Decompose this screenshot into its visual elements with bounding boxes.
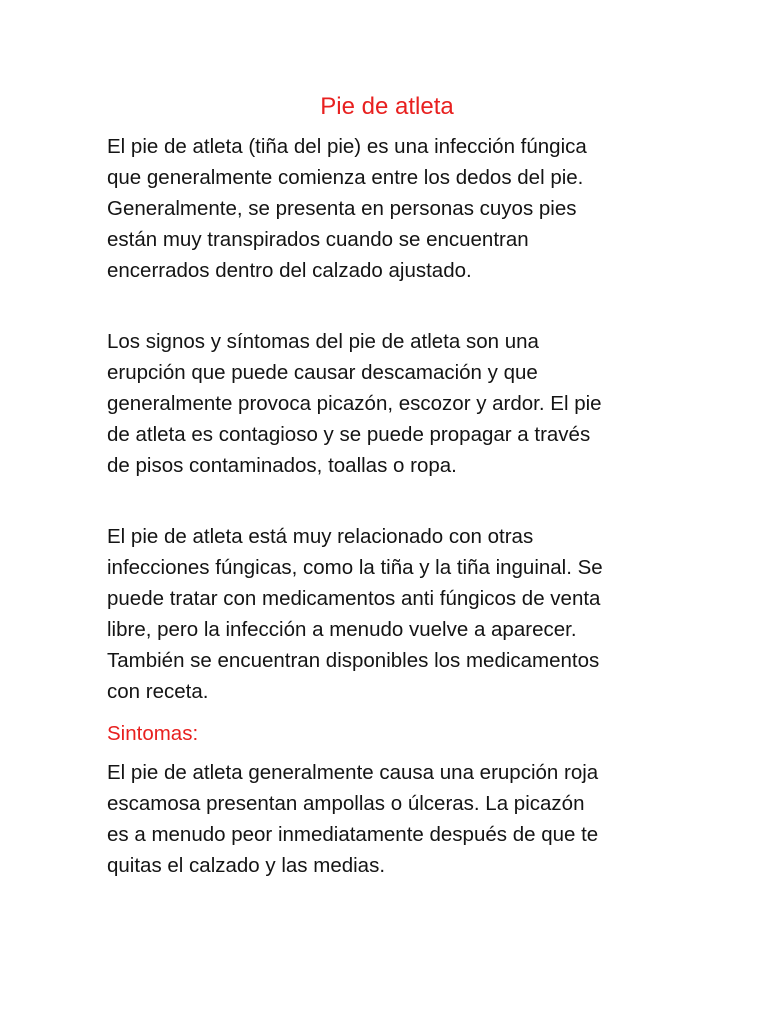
page-title: Pie de atleta — [320, 93, 454, 120]
paragraph-signs: Los signos y síntomas del pie de atleta son una erupción que puede causar descamación y que generalmente provoca picazón, escozor y ardor. El pie de atleta es contagioso y se puede propagar a través de pisos contaminados, toallas o ropa. — [107, 330, 602, 477]
paragraph-related: El pie de atleta está muy relacionado con otras infecciones fúngicas, como la tiña y la tiña inguinal. Se puede tratar con medicamentos anti fúngicos de venta libre, pero la infección a menudo vuelve a aparecer. También se encuentran disponibles los medicamentos con receta. — [107, 525, 603, 703]
document-page — [107, 91, 667, 881]
paragraph-symptoms: El pie de atleta generalmente causa una erupción roja escamosa presentan ampollas o úlceras. La picazón es a menudo peor inmediatamente después de que te quitas el calzado y las medias. — [107, 761, 599, 877]
paragraph-intro: El pie de atleta (tiña del pie) es una infección fúngica que generalmente comienza entre los dedos del pie. Generalmente, se presenta en personas cuyos pies están muy transpirados cuando se encuentran encerrados dentro del calzado ajustado. — [107, 135, 587, 282]
section-heading-symptoms: Sintomas: — [107, 722, 199, 745]
